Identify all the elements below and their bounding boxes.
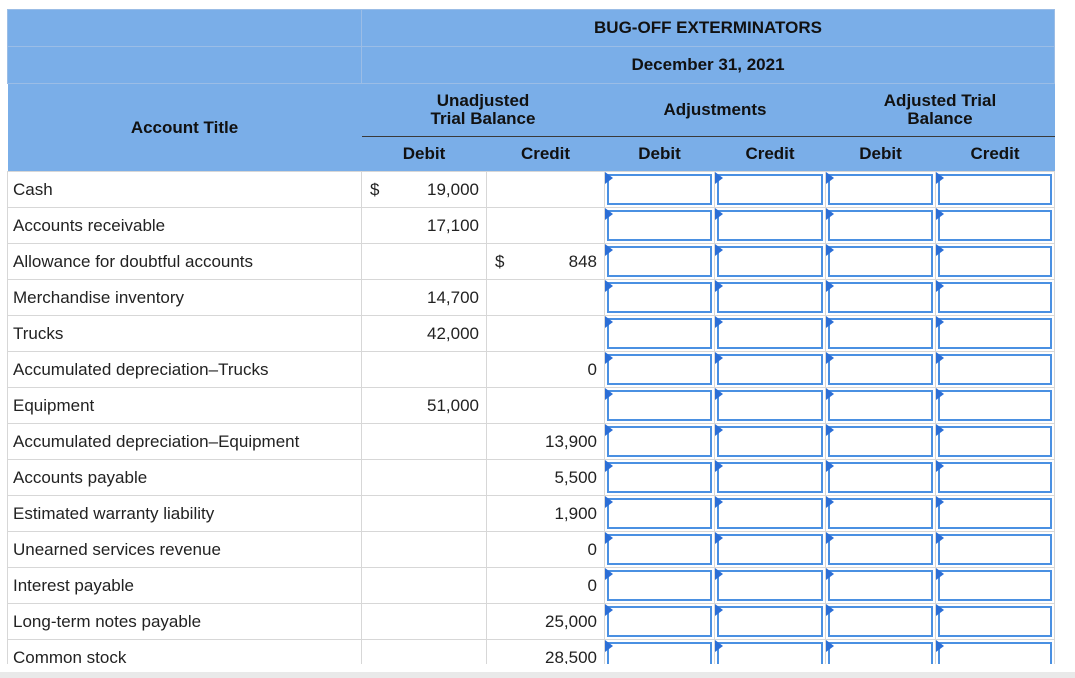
unadjusted-debit-cell	[362, 568, 487, 604]
input-marker-icon	[715, 532, 723, 544]
input-marker-icon	[826, 280, 834, 292]
unadjusted-credit-cell	[487, 604, 605, 640]
adjusted-credit-input[interactable]	[938, 354, 1052, 385]
adj-debit-input[interactable]	[607, 462, 712, 493]
adj-credit-cell	[715, 460, 826, 496]
worksheet-table	[7, 9, 1055, 664]
adjusted-credit-cell	[936, 640, 1055, 665]
adj-credit-input[interactable]	[717, 354, 823, 385]
adjusted-credit-cell	[936, 280, 1055, 316]
adjusted-debit-cell	[826, 640, 936, 665]
adj-debit-cell	[605, 640, 715, 665]
unadjusted-debit-cell	[362, 532, 487, 568]
input-marker-icon	[826, 316, 834, 328]
adj-debit-cell	[605, 352, 715, 388]
unadjusted-debit-cell	[362, 208, 487, 244]
input-marker-icon	[605, 244, 613, 256]
table-row	[8, 388, 1055, 424]
unadjusted-credit-cell	[487, 280, 605, 316]
unadjusted-credit-value: 0	[587, 575, 597, 595]
input-marker-icon	[715, 496, 723, 508]
adjusted-debit-cell	[826, 388, 936, 424]
adjusted-debit-cell	[826, 208, 936, 244]
unadjusted-debit-value: 51,000	[427, 395, 479, 415]
adjusted-debit-cell	[826, 532, 936, 568]
unadjusted-credit-header: Credit	[487, 137, 605, 172]
input-marker-icon	[936, 568, 944, 580]
unadjusted-credit-value: 28,500	[545, 647, 597, 664]
unadjusted-credit-value: 0	[587, 359, 597, 379]
adj-credit-cell	[715, 280, 826, 316]
adj-credit-input[interactable]	[717, 174, 823, 205]
table-row	[8, 604, 1055, 640]
unadjusted-credit-value: 5,500	[554, 467, 597, 487]
adj-debit-input[interactable]	[607, 246, 712, 277]
worksheet-date: December 31, 2021	[362, 47, 1055, 84]
unadjusted-credit-cell	[487, 208, 605, 244]
input-marker-icon	[936, 280, 944, 292]
adj-credit-input[interactable]	[717, 498, 823, 529]
input-marker-icon	[936, 388, 944, 400]
table-row	[8, 460, 1055, 496]
input-marker-icon	[826, 244, 834, 256]
adj-debit-cell	[605, 460, 715, 496]
adjusted-credit-input[interactable]	[938, 642, 1052, 664]
adjusted-debit-input[interactable]	[828, 498, 933, 529]
input-marker-icon	[826, 496, 834, 508]
table-row	[8, 352, 1055, 388]
adjusted-credit-cell	[936, 388, 1055, 424]
table-row	[8, 172, 1055, 208]
input-marker-icon	[605, 208, 613, 220]
adjusted-debit-input[interactable]	[828, 606, 933, 637]
adjustments-debit-header: Debit	[605, 137, 715, 172]
adj-credit-input[interactable]	[717, 390, 823, 421]
adj-debit-cell	[605, 280, 715, 316]
adjusted-debit-cell	[826, 352, 936, 388]
unadjusted-credit-value: 1,900	[554, 503, 597, 523]
input-marker-icon	[605, 316, 613, 328]
unadjusted-credit-value: 25,000	[545, 611, 597, 631]
input-marker-icon	[605, 604, 613, 616]
unadjusted-credit-cell	[487, 460, 605, 496]
input-marker-icon	[605, 532, 613, 544]
account-title: Accumulated depreciation–Equipment	[8, 424, 362, 460]
adjusted-credit-input[interactable]	[938, 426, 1052, 457]
input-marker-icon	[715, 172, 723, 184]
adjusted-debit-input[interactable]	[828, 426, 933, 457]
unadjusted-credit-cell	[487, 568, 605, 604]
table-row	[8, 568, 1055, 604]
account-title: Estimated warranty liability	[8, 496, 362, 532]
input-marker-icon	[605, 388, 613, 400]
company-name: BUG-OFF EXTERMINATORS	[362, 10, 1055, 47]
input-marker-icon	[936, 460, 944, 472]
input-marker-icon	[605, 352, 613, 364]
adjusted-debit-cell	[826, 244, 936, 280]
adjusted-credit-input[interactable]	[938, 390, 1052, 421]
account-title: Accounts payable	[8, 460, 362, 496]
adj-debit-cell	[605, 316, 715, 352]
adjusted-credit-cell	[936, 172, 1055, 208]
input-marker-icon	[605, 172, 613, 184]
input-marker-icon	[715, 352, 723, 364]
adjusted-credit-cell	[936, 316, 1055, 352]
input-marker-icon	[715, 604, 723, 616]
adj-debit-input[interactable]	[607, 498, 712, 529]
input-marker-icon	[715, 640, 723, 652]
unadjusted-debit-cell	[362, 388, 487, 424]
adjusted-debit-input[interactable]	[828, 282, 933, 313]
unadjusted-debit-cell	[362, 244, 487, 280]
input-marker-icon	[826, 532, 834, 544]
adjusted-credit-cell	[936, 496, 1055, 532]
table-row	[8, 316, 1055, 352]
unadjusted-credit-cell	[487, 352, 605, 388]
unadjusted-debit-cell	[362, 172, 487, 208]
adjusted-credit-input[interactable]	[938, 246, 1052, 277]
adj-credit-input[interactable]	[717, 462, 823, 493]
unadjusted-credit-value: 848	[568, 251, 597, 271]
input-marker-icon	[936, 640, 944, 652]
input-marker-icon	[715, 208, 723, 220]
unadjusted-debit-cell	[362, 352, 487, 388]
adj-credit-input[interactable]	[717, 282, 823, 313]
unadjusted-credit-cell	[487, 532, 605, 568]
adjusted-credit-cell	[936, 424, 1055, 460]
adj-debit-cell	[605, 172, 715, 208]
adj-debit-input[interactable]	[607, 426, 712, 457]
input-marker-icon	[826, 388, 834, 400]
input-marker-icon	[715, 244, 723, 256]
adjusted-debit-input[interactable]	[828, 318, 933, 349]
adjusted-debit-input[interactable]	[828, 174, 933, 205]
adj-credit-cell	[715, 352, 826, 388]
input-marker-icon	[936, 352, 944, 364]
adj-debit-cell	[605, 244, 715, 280]
adj-debit-input[interactable]	[607, 570, 712, 601]
adjusted-credit-header: Credit	[936, 137, 1055, 172]
input-marker-icon	[605, 460, 613, 472]
adjusted-credit-cell	[936, 208, 1055, 244]
adj-credit-input[interactable]	[717, 606, 823, 637]
adjusted-debit-cell	[826, 460, 936, 496]
adjustments-header: Adjustments	[605, 84, 826, 137]
input-marker-icon	[715, 280, 723, 292]
currency-symbol: $	[495, 251, 505, 271]
adjusted-credit-input[interactable]	[938, 570, 1052, 601]
adj-credit-input[interactable]	[717, 318, 823, 349]
adjusted-debit-input[interactable]	[828, 534, 933, 565]
adj-credit-input[interactable]	[717, 246, 823, 277]
input-marker-icon	[715, 460, 723, 472]
input-marker-icon	[605, 424, 613, 436]
unadjusted-credit-value: 13,900	[545, 431, 597, 451]
unadjusted-debit-cell	[362, 604, 487, 640]
adjusted-debit-cell	[826, 172, 936, 208]
unadjusted-credit-cell	[487, 496, 605, 532]
adjusted-debit-input[interactable]	[828, 210, 933, 241]
table-row	[8, 496, 1055, 532]
adjusted-debit-input[interactable]	[828, 354, 933, 385]
unadjusted-credit-cell	[487, 424, 605, 460]
adj-debit-input[interactable]	[607, 606, 712, 637]
adjusted-credit-input[interactable]	[938, 318, 1052, 349]
account-title: Interest payable	[8, 568, 362, 604]
account-title: Cash	[8, 172, 362, 208]
currency-symbol: $	[370, 179, 380, 199]
table-row	[8, 244, 1055, 280]
input-marker-icon	[936, 424, 944, 436]
adj-credit-cell	[715, 532, 826, 568]
unadjusted-debit-value: 14,700	[427, 287, 479, 307]
unadjusted-debit-value: 17,100	[427, 215, 479, 235]
adjusted-credit-cell	[936, 568, 1055, 604]
adjusted-credit-input[interactable]	[938, 606, 1052, 637]
adj-debit-input[interactable]	[607, 534, 712, 565]
input-marker-icon	[936, 208, 944, 220]
input-marker-icon	[605, 568, 613, 580]
input-marker-icon	[826, 424, 834, 436]
account-title: Allowance for doubtful accounts	[8, 244, 362, 280]
adj-debit-cell	[605, 604, 715, 640]
adjusted-credit-input[interactable]	[938, 210, 1052, 241]
adjusted-debit-cell	[826, 604, 936, 640]
adj-debit-input[interactable]	[607, 318, 712, 349]
table-row	[8, 208, 1055, 244]
adjusted-debit-input[interactable]	[828, 462, 933, 493]
adjusted-debit-cell	[826, 496, 936, 532]
input-marker-icon	[826, 172, 834, 184]
input-marker-icon	[936, 604, 944, 616]
adj-credit-cell	[715, 568, 826, 604]
input-marker-icon	[936, 244, 944, 256]
adj-credit-cell	[715, 604, 826, 640]
account-title: Common stock	[8, 640, 362, 665]
adjusted-credit-input[interactable]	[938, 534, 1052, 565]
adj-credit-cell	[715, 244, 826, 280]
input-marker-icon	[826, 208, 834, 220]
account-title-header: Account Title	[8, 84, 362, 172]
adj-credit-cell	[715, 496, 826, 532]
unadjusted-debit-cell	[362, 460, 487, 496]
adjusted-trial-balance-header: Adjusted Trial Balance	[883, 91, 997, 128]
adj-credit-cell	[715, 388, 826, 424]
account-title: Accumulated depreciation–Trucks	[8, 352, 362, 388]
adjusted-credit-cell	[936, 604, 1055, 640]
adj-debit-cell	[605, 208, 715, 244]
adj-debit-cell	[605, 568, 715, 604]
adjusted-debit-cell	[826, 316, 936, 352]
account-title: Unearned services revenue	[8, 532, 362, 568]
input-marker-icon	[715, 316, 723, 328]
account-title: Accounts receivable	[8, 208, 362, 244]
unadjusted-credit-cell	[487, 244, 605, 280]
input-marker-icon	[715, 568, 723, 580]
unadjusted-debit-value: 19,000	[427, 179, 479, 199]
input-marker-icon	[936, 496, 944, 508]
adj-debit-cell	[605, 388, 715, 424]
adj-debit-input[interactable]	[607, 210, 712, 241]
adjusted-credit-input[interactable]	[938, 462, 1052, 493]
account-title: Merchandise inventory	[8, 280, 362, 316]
bottom-divider	[0, 672, 1075, 678]
adj-credit-cell	[715, 316, 826, 352]
unadjusted-debit-value: 42,000	[427, 323, 479, 343]
unadjusted-debit-cell	[362, 280, 487, 316]
adj-credit-cell	[715, 172, 826, 208]
adj-credit-input[interactable]	[717, 642, 823, 664]
adj-debit-input[interactable]	[607, 354, 712, 385]
input-marker-icon	[936, 172, 944, 184]
unadjusted-credit-cell	[487, 388, 605, 424]
adjusted-debit-cell	[826, 424, 936, 460]
adjusted-debit-input[interactable]	[828, 246, 933, 277]
adj-credit-input[interactable]	[717, 210, 823, 241]
adj-debit-input[interactable]	[607, 642, 712, 664]
unadjusted-credit-cell	[487, 316, 605, 352]
unadjusted-debit-cell	[362, 424, 487, 460]
adj-credit-cell	[715, 424, 826, 460]
unadjusted-credit-cell	[487, 172, 605, 208]
adjusted-debit-input[interactable]	[828, 570, 933, 601]
input-marker-icon	[826, 352, 834, 364]
adjusted-credit-cell	[936, 244, 1055, 280]
input-marker-icon	[605, 280, 613, 292]
input-marker-icon	[936, 316, 944, 328]
adj-debit-input[interactable]	[607, 390, 712, 421]
adj-credit-cell	[715, 640, 826, 665]
table-row	[8, 640, 1055, 665]
adj-debit-cell	[605, 532, 715, 568]
unadjusted-debit-cell	[362, 496, 487, 532]
adjusted-credit-cell	[936, 532, 1055, 568]
unadjusted-trial-balance-header: Unadjusted Trial Balance	[430, 91, 536, 128]
input-marker-icon	[826, 568, 834, 580]
adj-credit-input[interactable]	[717, 426, 823, 457]
table-row	[8, 424, 1055, 460]
account-title: Trucks	[8, 316, 362, 352]
input-marker-icon	[826, 604, 834, 616]
adjusted-debit-cell	[826, 568, 936, 604]
unadjusted-credit-value: 0	[587, 539, 597, 559]
input-marker-icon	[715, 424, 723, 436]
adj-debit-input[interactable]	[607, 282, 712, 313]
unadjusted-debit-cell	[362, 316, 487, 352]
adj-debit-input[interactable]	[607, 174, 712, 205]
adjusted-debit-header: Debit	[826, 137, 936, 172]
adj-credit-cell	[715, 208, 826, 244]
adj-debit-cell	[605, 424, 715, 460]
unadjusted-debit-header: Debit	[362, 137, 487, 172]
input-marker-icon	[936, 532, 944, 544]
adjusted-credit-input[interactable]	[938, 498, 1052, 529]
input-marker-icon	[826, 640, 834, 652]
input-marker-icon	[826, 460, 834, 472]
input-marker-icon	[715, 388, 723, 400]
input-marker-icon	[605, 640, 613, 652]
table-row	[8, 280, 1055, 316]
adj-credit-input[interactable]	[717, 570, 823, 601]
table-row	[8, 532, 1055, 568]
adjusted-debit-input[interactable]	[828, 642, 933, 664]
adjusted-debit-input[interactable]	[828, 390, 933, 421]
unadjusted-credit-cell	[487, 640, 605, 665]
input-marker-icon	[605, 496, 613, 508]
adj-debit-cell	[605, 496, 715, 532]
account-title: Equipment	[8, 388, 362, 424]
adjusted-credit-cell	[936, 460, 1055, 496]
adjustments-credit-header: Credit	[715, 137, 826, 172]
account-title: Long-term notes payable	[8, 604, 362, 640]
unadjusted-debit-cell	[362, 640, 487, 665]
adjusted-credit-cell	[936, 352, 1055, 388]
adjusted-debit-cell	[826, 280, 936, 316]
adjusted-credit-input[interactable]	[938, 174, 1052, 205]
adj-credit-input[interactable]	[717, 534, 823, 565]
adjusted-credit-input[interactable]	[938, 282, 1052, 313]
